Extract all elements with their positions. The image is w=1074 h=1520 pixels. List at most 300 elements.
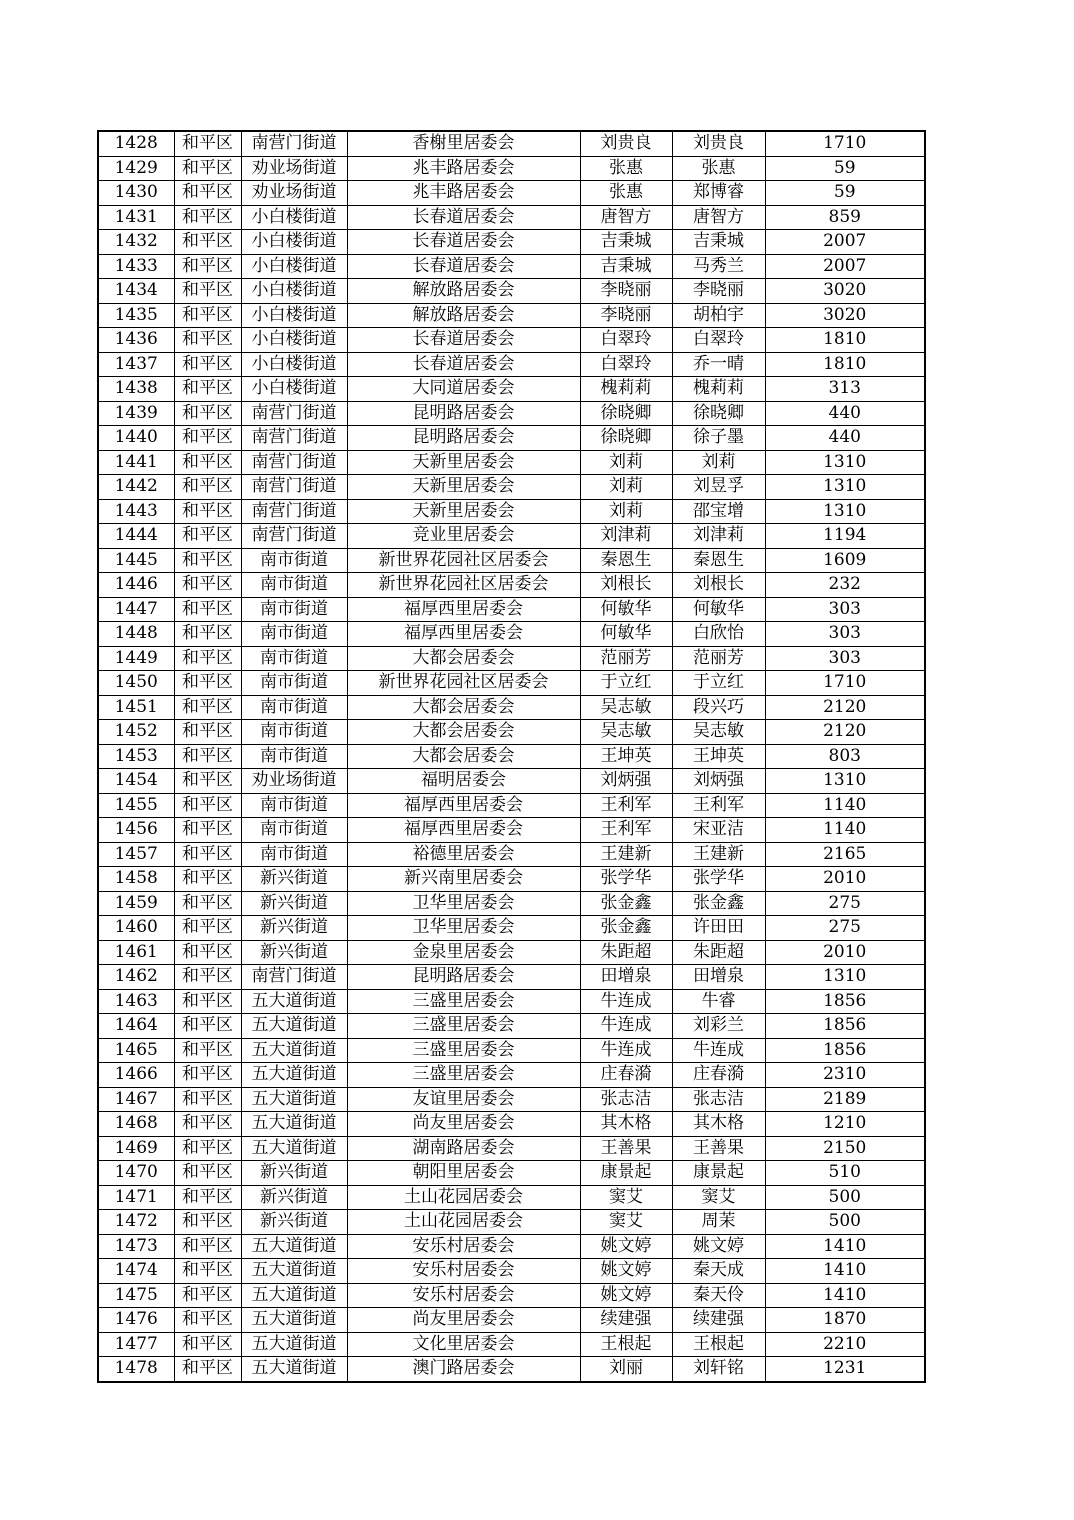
committee-cell: 卫华里居委会 <box>347 916 580 941</box>
row-number-cell: 1439 <box>98 401 174 426</box>
table-row <box>98 352 925 377</box>
table-row <box>98 916 925 941</box>
district-cell: 和平区 <box>174 867 241 892</box>
district-cell: 和平区 <box>174 352 241 377</box>
member-cell: 王利军 <box>672 793 765 818</box>
member-cell: 刘彩兰 <box>672 1014 765 1039</box>
street-cell: 五大道街道 <box>241 1087 347 1112</box>
street-cell: 五大道街道 <box>241 1014 347 1039</box>
district-cell: 和平区 <box>174 597 241 622</box>
applicant-cell: 李晓丽 <box>580 303 672 328</box>
member-cell: 胡柏宇 <box>672 303 765 328</box>
committee-cell: 尚友里居委会 <box>347 1308 580 1333</box>
applicant-cell: 张金鑫 <box>580 891 672 916</box>
applicant-cell: 李晓丽 <box>580 279 672 304</box>
member-cell: 白欣怡 <box>672 622 765 647</box>
amount-cell: 1310 <box>765 965 925 990</box>
committee-cell: 三盛里居委会 <box>347 989 580 1014</box>
member-cell: 宋亚洁 <box>672 818 765 843</box>
applicant-cell: 刘贵良 <box>580 131 672 156</box>
committee-cell: 土山花园居委会 <box>347 1210 580 1235</box>
committee-cell: 福厚西里居委会 <box>347 818 580 843</box>
amount-cell: 1609 <box>765 548 925 573</box>
district-cell: 和平区 <box>174 793 241 818</box>
member-cell: 秦天伶 <box>672 1283 765 1308</box>
amount-cell: 1870 <box>765 1308 925 1333</box>
applicant-cell: 吉秉城 <box>580 254 672 279</box>
district-cell: 和平区 <box>174 965 241 990</box>
table-row <box>98 1308 925 1333</box>
member-cell: 张惠 <box>672 156 765 181</box>
amount-cell: 1140 <box>765 793 925 818</box>
street-cell: 小白楼街道 <box>241 328 347 353</box>
table-row <box>98 1161 925 1186</box>
applicant-cell: 吉秉城 <box>580 230 672 255</box>
applicant-cell: 于立红 <box>580 671 672 696</box>
district-cell: 和平区 <box>174 524 241 549</box>
applicant-cell: 牛连成 <box>580 1038 672 1063</box>
street-cell: 小白楼街道 <box>241 205 347 230</box>
street-cell: 五大道街道 <box>241 1063 347 1088</box>
member-cell: 秦天成 <box>672 1259 765 1284</box>
applicant-cell: 徐晓卿 <box>580 401 672 426</box>
member-cell: 刘炳强 <box>672 769 765 794</box>
table-row <box>98 230 925 255</box>
table-row <box>98 401 925 426</box>
table-row <box>98 181 925 206</box>
street-cell: 新兴街道 <box>241 1161 347 1186</box>
table-row <box>98 573 925 598</box>
district-cell: 和平区 <box>174 131 241 156</box>
district-cell: 和平区 <box>174 1185 241 1210</box>
street-cell: 南市街道 <box>241 573 347 598</box>
street-cell: 小白楼街道 <box>241 303 347 328</box>
member-cell: 吉秉城 <box>672 230 765 255</box>
row-number-cell: 1455 <box>98 793 174 818</box>
district-cell: 和平区 <box>174 744 241 769</box>
table-row <box>98 720 925 745</box>
applicant-cell: 何敏华 <box>580 597 672 622</box>
applicant-cell: 刘炳强 <box>580 769 672 794</box>
committee-cell: 长春道居委会 <box>347 352 580 377</box>
amount-cell: 1856 <box>765 1014 925 1039</box>
district-cell: 和平区 <box>174 1210 241 1235</box>
street-cell: 南市街道 <box>241 646 347 671</box>
amount-cell: 313 <box>765 377 925 402</box>
table-row <box>98 426 925 451</box>
amount-cell: 803 <box>765 744 925 769</box>
district-cell: 和平区 <box>174 1014 241 1039</box>
row-number-cell: 1462 <box>98 965 174 990</box>
table-row <box>98 818 925 843</box>
member-cell: 刘莉 <box>672 450 765 475</box>
committee-cell: 金泉里居委会 <box>347 940 580 965</box>
committee-cell: 福厚西里居委会 <box>347 597 580 622</box>
applicant-cell: 王坤英 <box>580 744 672 769</box>
committee-cell: 大同道居委会 <box>347 377 580 402</box>
district-cell: 和平区 <box>174 377 241 402</box>
committee-cell: 三盛里居委会 <box>347 1038 580 1063</box>
applicant-cell: 何敏华 <box>580 622 672 647</box>
applicant-cell: 刘根长 <box>580 573 672 598</box>
street-cell: 南市街道 <box>241 720 347 745</box>
committee-cell: 天新里居委会 <box>347 475 580 500</box>
row-number-cell: 1445 <box>98 548 174 573</box>
district-cell: 和平区 <box>174 1234 241 1259</box>
row-number-cell: 1433 <box>98 254 174 279</box>
street-cell: 劝业场街道 <box>241 181 347 206</box>
district-cell: 和平区 <box>174 1357 241 1382</box>
row-number-cell: 1431 <box>98 205 174 230</box>
table-row <box>98 131 925 156</box>
amount-cell: 1231 <box>765 1357 925 1382</box>
amount-cell: 1310 <box>765 769 925 794</box>
district-cell: 和平区 <box>174 646 241 671</box>
amount-cell: 59 <box>765 181 925 206</box>
table-row <box>98 377 925 402</box>
committee-cell: 湖南路居委会 <box>347 1136 580 1161</box>
row-number-cell: 1440 <box>98 426 174 451</box>
row-number-cell: 1456 <box>98 818 174 843</box>
table-row <box>98 695 925 720</box>
district-cell: 和平区 <box>174 205 241 230</box>
street-cell: 南市街道 <box>241 548 347 573</box>
committee-cell: 大都会居委会 <box>347 695 580 720</box>
district-cell: 和平区 <box>174 916 241 941</box>
district-cell: 和平区 <box>174 548 241 573</box>
committee-cell: 新世界花园社区居委会 <box>347 573 580 598</box>
street-cell: 南市街道 <box>241 842 347 867</box>
amount-cell: 1410 <box>765 1283 925 1308</box>
amount-cell: 1710 <box>765 131 925 156</box>
street-cell: 五大道街道 <box>241 1259 347 1284</box>
amount-cell: 232 <box>765 573 925 598</box>
table-row <box>98 891 925 916</box>
applicant-cell: 范丽芳 <box>580 646 672 671</box>
applicant-cell: 王善果 <box>580 1136 672 1161</box>
applicant-cell: 张惠 <box>580 156 672 181</box>
amount-cell: 1410 <box>765 1259 925 1284</box>
applicant-cell: 姚文婷 <box>580 1283 672 1308</box>
member-cell: 吴志敏 <box>672 720 765 745</box>
row-number-cell: 1430 <box>98 181 174 206</box>
amount-cell: 2007 <box>765 254 925 279</box>
row-number-cell: 1452 <box>98 720 174 745</box>
district-cell: 和平区 <box>174 1259 241 1284</box>
member-cell: 庄春漪 <box>672 1063 765 1088</box>
district-cell: 和平区 <box>174 499 241 524</box>
district-cell: 和平区 <box>174 1283 241 1308</box>
table-row <box>98 450 925 475</box>
amount-cell: 2120 <box>765 720 925 745</box>
district-cell: 和平区 <box>174 622 241 647</box>
table-row <box>98 279 925 304</box>
table-row <box>98 646 925 671</box>
table-row <box>98 1087 925 1112</box>
row-number-cell: 1432 <box>98 230 174 255</box>
amount-cell: 59 <box>765 156 925 181</box>
amount-cell: 2010 <box>765 940 925 965</box>
applicant-cell: 牛连成 <box>580 1014 672 1039</box>
street-cell: 五大道街道 <box>241 1283 347 1308</box>
district-cell: 和平区 <box>174 303 241 328</box>
street-cell: 五大道街道 <box>241 1308 347 1333</box>
table-row <box>98 1063 925 1088</box>
row-number-cell: 1461 <box>98 940 174 965</box>
row-number-cell: 1478 <box>98 1357 174 1382</box>
row-number-cell: 1446 <box>98 573 174 598</box>
street-cell: 南营门街道 <box>241 524 347 549</box>
member-cell: 张金鑫 <box>672 891 765 916</box>
applicant-cell: 姚文婷 <box>580 1234 672 1259</box>
committee-cell: 尚友里居委会 <box>347 1112 580 1137</box>
street-cell: 南营门街道 <box>241 499 347 524</box>
row-number-cell: 1471 <box>98 1185 174 1210</box>
member-cell: 徐晓卿 <box>672 401 765 426</box>
table-row <box>98 205 925 230</box>
district-cell: 和平区 <box>174 720 241 745</box>
street-cell: 新兴街道 <box>241 940 347 965</box>
district-cell: 和平区 <box>174 230 241 255</box>
applicant-cell: 刘丽 <box>580 1357 672 1382</box>
applicant-cell: 王根起 <box>580 1332 672 1357</box>
amount-cell: 1140 <box>765 818 925 843</box>
amount-cell: 1194 <box>765 524 925 549</box>
table-row <box>98 622 925 647</box>
street-cell: 五大道街道 <box>241 1357 347 1382</box>
street-cell: 五大道街道 <box>241 1332 347 1357</box>
committee-cell: 解放路居委会 <box>347 303 580 328</box>
committee-cell: 新兴南里居委会 <box>347 867 580 892</box>
table-row <box>98 254 925 279</box>
member-cell: 槐莉莉 <box>672 377 765 402</box>
table-row <box>98 1112 925 1137</box>
district-cell: 和平区 <box>174 450 241 475</box>
street-cell: 五大道街道 <box>241 1038 347 1063</box>
amount-cell: 1410 <box>765 1234 925 1259</box>
applicant-cell: 庄春漪 <box>580 1063 672 1088</box>
row-number-cell: 1475 <box>98 1283 174 1308</box>
applicant-cell: 白翠玲 <box>580 328 672 353</box>
member-cell: 周茉 <box>672 1210 765 1235</box>
street-cell: 南市街道 <box>241 818 347 843</box>
applicant-cell: 白翠玲 <box>580 352 672 377</box>
row-number-cell: 1460 <box>98 916 174 941</box>
member-cell: 许田田 <box>672 916 765 941</box>
district-cell: 和平区 <box>174 254 241 279</box>
row-number-cell: 1467 <box>98 1087 174 1112</box>
applicant-cell: 王利军 <box>580 793 672 818</box>
member-cell: 王善果 <box>672 1136 765 1161</box>
table-row <box>98 1357 925 1382</box>
row-number-cell: 1465 <box>98 1038 174 1063</box>
member-cell: 刘贵良 <box>672 131 765 156</box>
amount-cell: 1310 <box>765 475 925 500</box>
row-number-cell: 1436 <box>98 328 174 353</box>
amount-cell: 1810 <box>765 328 925 353</box>
row-number-cell: 1428 <box>98 131 174 156</box>
row-number-cell: 1470 <box>98 1161 174 1186</box>
row-number-cell: 1434 <box>98 279 174 304</box>
applicant-cell: 朱距超 <box>580 940 672 965</box>
applicant-cell: 张惠 <box>580 181 672 206</box>
member-cell: 续建强 <box>672 1308 765 1333</box>
committee-cell: 解放路居委会 <box>347 279 580 304</box>
district-cell: 和平区 <box>174 940 241 965</box>
district-cell: 和平区 <box>174 475 241 500</box>
street-cell: 新兴街道 <box>241 1185 347 1210</box>
street-cell: 南营门街道 <box>241 131 347 156</box>
row-number-cell: 1453 <box>98 744 174 769</box>
district-cell: 和平区 <box>174 181 241 206</box>
applicant-cell: 窦艾 <box>580 1185 672 1210</box>
row-number-cell: 1429 <box>98 156 174 181</box>
table-row <box>98 1136 925 1161</box>
committee-cell: 长春道居委会 <box>347 230 580 255</box>
table-row <box>98 965 925 990</box>
row-number-cell: 1468 <box>98 1112 174 1137</box>
member-cell: 田增泉 <box>672 965 765 990</box>
district-cell: 和平区 <box>174 426 241 451</box>
street-cell: 新兴街道 <box>241 867 347 892</box>
table-row <box>98 793 925 818</box>
table-row <box>98 303 925 328</box>
street-cell: 劝业场街道 <box>241 156 347 181</box>
street-cell: 南市街道 <box>241 671 347 696</box>
amount-cell: 275 <box>765 891 925 916</box>
table-row <box>98 1185 925 1210</box>
row-number-cell: 1449 <box>98 646 174 671</box>
row-number-cell: 1473 <box>98 1234 174 1259</box>
member-cell: 王建新 <box>672 842 765 867</box>
district-cell: 和平区 <box>174 401 241 426</box>
amount-cell: 1210 <box>765 1112 925 1137</box>
member-cell: 郑博睿 <box>672 181 765 206</box>
applicant-cell: 张志洁 <box>580 1087 672 1112</box>
table-row <box>98 1038 925 1063</box>
amount-cell: 303 <box>765 597 925 622</box>
table-row <box>98 597 925 622</box>
row-number-cell: 1472 <box>98 1210 174 1235</box>
committee-cell: 新世界花园社区居委会 <box>347 671 580 696</box>
applicant-cell: 窦艾 <box>580 1210 672 1235</box>
member-cell: 其木格 <box>672 1112 765 1137</box>
amount-cell: 859 <box>765 205 925 230</box>
table-row <box>98 744 925 769</box>
amount-cell: 2210 <box>765 1332 925 1357</box>
table-row <box>98 328 925 353</box>
district-cell: 和平区 <box>174 1161 241 1186</box>
district-cell: 和平区 <box>174 1332 241 1357</box>
committee-cell: 香榭里居委会 <box>347 131 580 156</box>
applicant-cell: 刘莉 <box>580 450 672 475</box>
member-cell: 朱距超 <box>672 940 765 965</box>
amount-cell: 1310 <box>765 499 925 524</box>
committee-cell: 长春道居委会 <box>347 328 580 353</box>
street-cell: 南市街道 <box>241 622 347 647</box>
amount-cell: 1856 <box>765 1038 925 1063</box>
street-cell: 南营门街道 <box>241 475 347 500</box>
street-cell: 小白楼街道 <box>241 352 347 377</box>
amount-cell: 303 <box>765 646 925 671</box>
amount-cell: 3020 <box>765 303 925 328</box>
committee-cell: 文化里居委会 <box>347 1332 580 1357</box>
member-cell: 刘昱孚 <box>672 475 765 500</box>
street-cell: 小白楼街道 <box>241 230 347 255</box>
member-cell: 刘根长 <box>672 573 765 598</box>
street-cell: 新兴街道 <box>241 1210 347 1235</box>
committee-cell: 兆丰路居委会 <box>347 181 580 206</box>
member-cell: 康景起 <box>672 1161 765 1186</box>
amount-cell: 2120 <box>765 695 925 720</box>
street-cell: 南营门街道 <box>241 401 347 426</box>
amount-cell: 440 <box>765 426 925 451</box>
applicant-cell: 续建强 <box>580 1308 672 1333</box>
row-number-cell: 1437 <box>98 352 174 377</box>
committee-cell: 友谊里居委会 <box>347 1087 580 1112</box>
district-cell: 和平区 <box>174 989 241 1014</box>
member-cell: 李晓丽 <box>672 279 765 304</box>
row-number-cell: 1438 <box>98 377 174 402</box>
committee-cell: 昆明路居委会 <box>347 965 580 990</box>
member-cell: 张学华 <box>672 867 765 892</box>
applicant-cell: 姚文婷 <box>580 1259 672 1284</box>
table-body <box>98 131 925 1382</box>
committee-cell: 福厚西里居委会 <box>347 793 580 818</box>
committee-cell: 三盛里居委会 <box>347 1014 580 1039</box>
committee-cell: 大都会居委会 <box>347 744 580 769</box>
table-row <box>98 499 925 524</box>
member-cell: 王根起 <box>672 1332 765 1357</box>
applicant-cell: 唐智方 <box>580 205 672 230</box>
amount-cell: 2010 <box>765 867 925 892</box>
applicant-cell: 王利军 <box>580 818 672 843</box>
committee-cell: 天新里居委会 <box>347 499 580 524</box>
table-row <box>98 1283 925 1308</box>
amount-cell: 500 <box>765 1210 925 1235</box>
street-cell: 新兴街道 <box>241 891 347 916</box>
street-cell: 南营门街道 <box>241 426 347 451</box>
data-table <box>97 130 926 1383</box>
applicant-cell: 王建新 <box>580 842 672 867</box>
row-number-cell: 1435 <box>98 303 174 328</box>
table-row <box>98 842 925 867</box>
applicant-cell: 吴志敏 <box>580 720 672 745</box>
row-number-cell: 1469 <box>98 1136 174 1161</box>
member-cell: 牛睿 <box>672 989 765 1014</box>
applicant-cell: 张金鑫 <box>580 916 672 941</box>
member-cell: 牛连成 <box>672 1038 765 1063</box>
member-cell: 刘津莉 <box>672 524 765 549</box>
street-cell: 小白楼街道 <box>241 254 347 279</box>
applicant-cell: 刘莉 <box>580 475 672 500</box>
applicant-cell: 徐晓卿 <box>580 426 672 451</box>
street-cell: 南市街道 <box>241 695 347 720</box>
committee-cell: 福厚西里居委会 <box>347 622 580 647</box>
amount-cell: 2007 <box>765 230 925 255</box>
committee-cell: 大都会居委会 <box>347 646 580 671</box>
table-row <box>98 671 925 696</box>
district-cell: 和平区 <box>174 1038 241 1063</box>
district-cell: 和平区 <box>174 818 241 843</box>
applicant-cell: 康景起 <box>580 1161 672 1186</box>
table-row <box>98 989 925 1014</box>
street-cell: 五大道街道 <box>241 989 347 1014</box>
committee-cell: 竞业里居委会 <box>347 524 580 549</box>
table-row <box>98 1210 925 1235</box>
district-cell: 和平区 <box>174 671 241 696</box>
district-cell: 和平区 <box>174 1136 241 1161</box>
